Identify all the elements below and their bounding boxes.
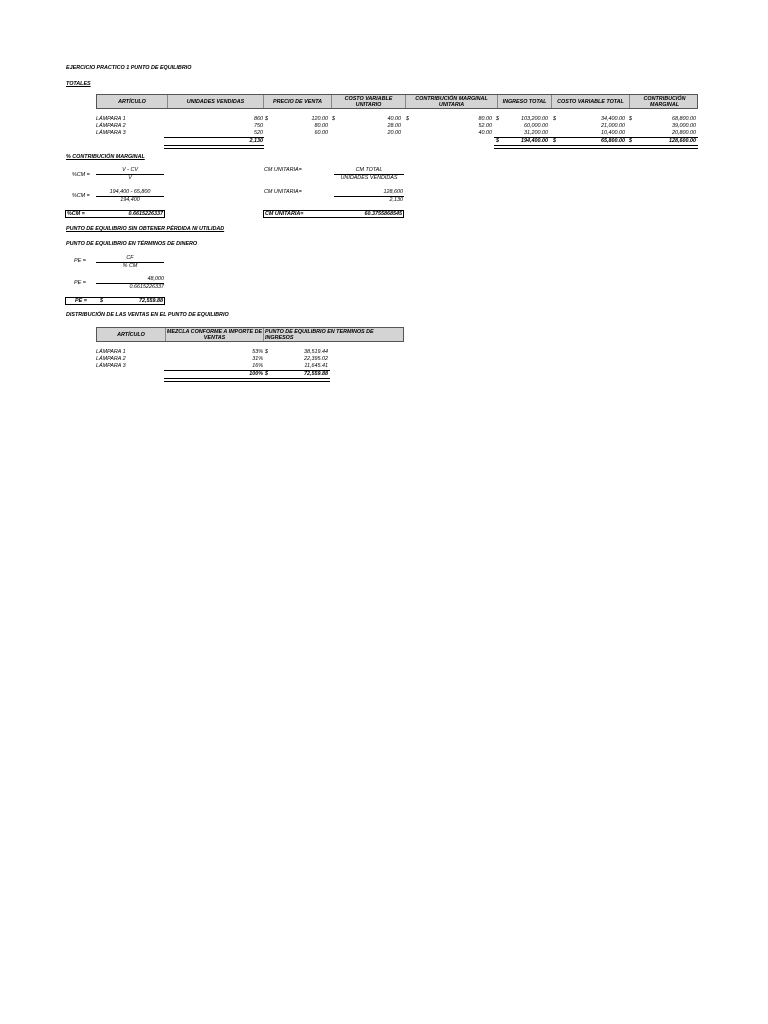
row-cv-unitario: 40.00 xyxy=(387,116,401,122)
cmu-result-value: 60.3755868545 xyxy=(364,211,402,217)
dist-row-articulo: LÁMPARA 3 xyxy=(96,363,126,369)
dist-table-header xyxy=(96,327,404,342)
currency-sign: $ xyxy=(265,349,268,355)
row-cm-unitaria: 40.00 xyxy=(478,130,492,136)
dist-row-mezcla: 31% xyxy=(252,356,263,362)
row-cm-unitaria: 80.00 xyxy=(478,116,492,122)
row-articulo: LÁMPARA 1 xyxy=(96,116,126,122)
row-cv-total: 10,400.00 xyxy=(601,130,625,136)
row-precio: 80.00 xyxy=(314,123,328,129)
total-cv-total: 65,800.00 xyxy=(601,138,625,144)
cmu-numerator-values: 128,600 xyxy=(383,189,403,195)
row-cv-total: 21,000.00 xyxy=(601,123,625,129)
row-articulo: LÁMPARA 3 xyxy=(96,130,126,136)
row-unidades: 750 xyxy=(254,123,263,129)
currency-sign: $ xyxy=(553,116,556,122)
cmu-label: CM UNITARIA= xyxy=(264,167,302,173)
header-articulo: ARTÍCULO xyxy=(118,98,146,105)
pcm-label: %CM = xyxy=(72,172,90,178)
row-cm: 68,800.00 xyxy=(672,116,696,122)
header-cv-unitario: COSTO VARIABLE UNITARIO xyxy=(331,95,405,108)
currency-sign: $ xyxy=(332,116,335,122)
table1-header xyxy=(96,94,698,109)
cmu-result-label: CM UNITARIA= xyxy=(265,211,304,217)
pe-heading-1: PUNTO DE EQUILIBRIO SIN OBTENER PÉRDIDA NI UTILIDAD xyxy=(66,226,225,232)
pe-heading-2: PUNTO DE EQUILIBRIO EN TÉRMINOS DE DINERO xyxy=(66,241,198,247)
pe-result-label: PE = xyxy=(75,298,87,304)
pcm-denominator-values: 194,400 xyxy=(120,197,140,203)
pe-numerator: CF xyxy=(126,255,134,261)
total-unidades: 2,130 xyxy=(249,138,263,144)
cm-section-heading: % CONTRIBUCIÓN MARGINAL xyxy=(66,154,145,160)
header-cm: CONTRIBUCIÓN MARGINAL xyxy=(629,95,699,108)
row-precio: 120.00 xyxy=(311,116,328,122)
dist-total-mezcla: 100% xyxy=(249,371,263,377)
dist-row-mezcla: 16% xyxy=(252,363,263,369)
row-articulo: LÁMPARA 2 xyxy=(96,123,126,129)
row-precio: 60.00 xyxy=(314,130,328,136)
header-cm-unitaria: CONTRIBUCIÓN MARGINAL UNITARIA xyxy=(405,95,497,108)
dist-row-articulo: LÁMPARA 2 xyxy=(96,356,126,362)
double-underline xyxy=(164,378,330,382)
pcm-numerator-values: 194,400 - 65,800 xyxy=(109,189,151,195)
row-ingreso: 31,200.00 xyxy=(524,130,548,136)
row-unidades: 520 xyxy=(254,130,263,136)
dist-section-heading: DISTRIBUCIÓN DE LAS VENTAS EN EL PUNTO DE EQUILIBRIO xyxy=(66,312,229,318)
pcm-result-label: %CM = xyxy=(67,211,85,217)
currency-sign: $ xyxy=(406,116,409,122)
dist-header-articulo: ARTÍCULO xyxy=(117,331,145,338)
header-cv-total: COSTO VARIABLE TOTAL xyxy=(551,95,629,108)
row-cv-unitario: 20.00 xyxy=(387,130,401,136)
document-title: EJERCICIO PRACTICO 1 PUNTO DE EQUILIBRIO xyxy=(66,65,192,71)
currency-sign: $ xyxy=(100,298,103,304)
row-cm-unitaria: 52.00 xyxy=(478,123,492,129)
pe-label: PE = xyxy=(74,258,86,264)
dist-header-pe: PUNTO DE EQUILIBRIO EN TERMINOS DE INGRESOS xyxy=(263,328,403,341)
dist-row-pe: 11,645.41 xyxy=(304,363,328,369)
totales-label: TOTALES xyxy=(66,81,91,87)
currency-sign: $ xyxy=(629,138,632,144)
currency-sign: $ xyxy=(265,116,268,122)
double-underline xyxy=(494,145,698,149)
dist-row-articulo: LÁMPARA 1 xyxy=(96,349,126,355)
dist-row-pe: 38,519.44 xyxy=(304,349,328,355)
header-unidades: UNIDADES VENDIDAS xyxy=(167,95,263,108)
pe-denominator: % CM xyxy=(122,263,138,269)
row-cv-total: 34,400.00 xyxy=(601,116,625,122)
total-ingreso: 194,400.00 xyxy=(521,138,548,144)
dist-header-mezcla: MEZCLA CONFORME A IMPORTE DE VENTAS xyxy=(166,328,263,341)
cmu-denominator: UNIDADES VENDIDAS xyxy=(340,175,398,181)
pe-result-value: 72,559.88 xyxy=(139,298,163,304)
row-cm: 20,800.00 xyxy=(672,130,696,136)
row-ingreso: 60,000.00 xyxy=(524,123,548,129)
currency-sign: $ xyxy=(496,116,499,122)
pe-denominator-values: 0.6615226337 xyxy=(129,284,164,290)
pcm-numerator: V - CV xyxy=(122,167,138,173)
row-ingreso: 103,200.00 xyxy=(521,116,548,122)
header-precio: PRECIO DE VENTA xyxy=(263,95,331,108)
cmu-denominator-values: 2,130 xyxy=(389,197,403,203)
row-unidades: 860 xyxy=(254,116,263,122)
pe-label-2: PE = xyxy=(74,280,86,286)
pcm-result-value: 0.6615226337 xyxy=(128,211,163,217)
currency-sign: $ xyxy=(553,138,556,144)
pcm-denominator: V xyxy=(128,175,132,181)
cmu-numerator: CM TOTAL xyxy=(355,167,383,173)
dist-row-pe: 22,395.02 xyxy=(304,356,328,362)
currency-sign: $ xyxy=(629,116,632,122)
pcm-label-2: %CM = xyxy=(72,193,90,199)
total-cm: 128,600.00 xyxy=(669,138,696,144)
row-cm: 39,000.00 xyxy=(672,123,696,129)
row-cv-unitario: 28.00 xyxy=(387,123,401,129)
header-ingreso: INGRESO TOTAL xyxy=(497,95,551,108)
currency-sign: $ xyxy=(496,138,499,144)
dist-total-pe: 72,559.88 xyxy=(304,371,328,377)
currency-sign: $ xyxy=(265,371,268,377)
dist-row-mezcla: 53% xyxy=(252,349,263,355)
double-underline xyxy=(164,145,264,149)
pe-numerator-values: 48,000 xyxy=(147,276,164,282)
cmu-label-2: CM UNITARIA= xyxy=(264,189,302,195)
